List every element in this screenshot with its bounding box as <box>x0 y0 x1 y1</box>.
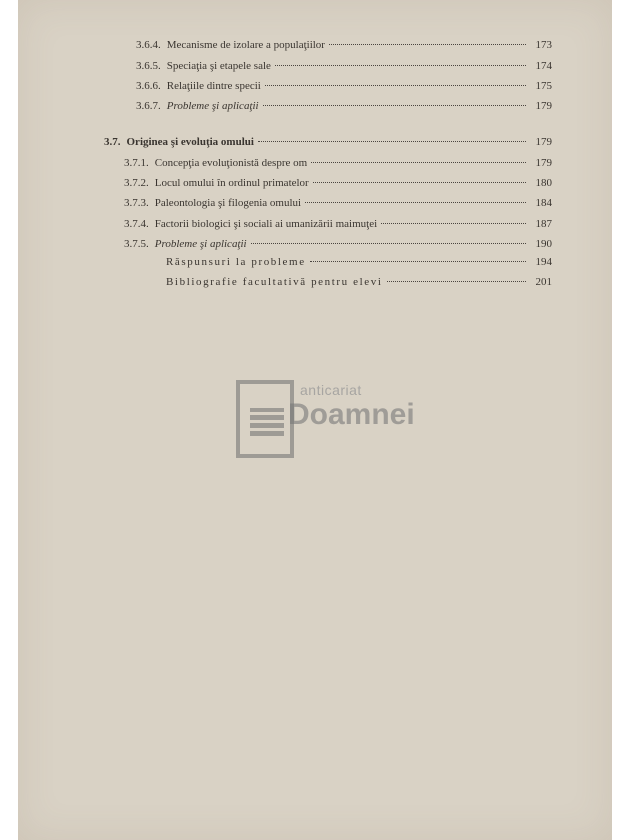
toc-entry-page: 174 <box>535 60 552 72</box>
toc-entry-number: 3.7.4. <box>124 218 149 230</box>
toc-entry-title: Probleme şi aplicaţii <box>154 238 247 250</box>
toc-entry-page: 194 <box>535 256 552 268</box>
toc-leader-dots <box>329 44 526 45</box>
toc-entry-page: 180 <box>535 177 552 189</box>
toc-entry-page: 184 <box>535 197 552 209</box>
toc-entry-page: 201 <box>535 276 552 288</box>
toc-entry-page: 179 <box>535 157 552 169</box>
toc-entry-page: 175 <box>535 80 552 92</box>
toc-entry-page: 190 <box>535 238 552 250</box>
toc-leader-dots <box>258 141 526 142</box>
toc-entry <box>124 197 552 209</box>
toc-entry-title: Factorii biologici şi sociali ai umanizării maimuţei <box>154 218 378 230</box>
toc-leader-dots <box>265 85 526 86</box>
toc-entry-number: 3.7.2. <box>124 177 149 189</box>
toc-leader-dots <box>313 182 526 183</box>
watermark-small-text: anticariat <box>300 382 362 398</box>
toc-leader-dots <box>305 202 526 203</box>
toc-leader-dots <box>310 261 526 262</box>
toc-entry-number: 3.7.3. <box>124 197 149 209</box>
toc-entry-number: 3.6.7. <box>136 100 161 112</box>
toc-entry-title: Mecanisme de izolare a populaţiilor <box>166 39 325 51</box>
toc-entry-page: 179 <box>535 100 552 112</box>
toc-entry <box>124 218 552 230</box>
toc-entry <box>124 157 552 169</box>
toc-leader-dots <box>311 162 526 163</box>
toc-entry-number: 3.7.5. <box>124 238 149 250</box>
toc-entry <box>160 256 552 268</box>
toc-entry-number: 3.7. <box>104 136 121 148</box>
toc-entry <box>136 39 552 51</box>
toc-entry <box>136 60 552 72</box>
toc-entry <box>124 238 552 250</box>
toc-entry-page: 187 <box>535 218 552 230</box>
toc-entry <box>160 276 552 288</box>
toc-entry-title: Locul omului în ordinul primatelor <box>154 177 309 189</box>
toc-entry-title: Răspunsuri la probleme <box>166 256 306 268</box>
toc-entry-title: Probleme şi aplicaţii <box>166 100 259 112</box>
table-of-contents <box>18 0 612 300</box>
toc-leader-dots <box>275 65 526 66</box>
book-stack-icon <box>236 380 294 458</box>
toc-leader-dots <box>263 105 526 106</box>
toc-entry-title: Speciaţia şi etapele sale <box>166 60 271 72</box>
toc-entry-title: Concepţia evoluţionistă despre om <box>154 157 308 169</box>
toc-entry-number: 3.6.5. <box>136 60 161 72</box>
toc-entry-number: 3.7.1. <box>124 157 149 169</box>
toc-entry <box>124 177 552 189</box>
toc-leader-dots <box>381 223 526 224</box>
watermark-big-text: Doamnei <box>288 398 415 431</box>
toc-entry-page: 179 <box>535 136 552 148</box>
toc-leader-dots <box>387 281 527 282</box>
toc-entry-title: Bibliografie facultativă pentru elevi <box>166 276 383 288</box>
watermark-logo <box>236 380 416 462</box>
toc-entry-page: 173 <box>535 39 552 51</box>
toc-leader-dots <box>251 243 526 244</box>
toc-entry-title: Paleontologia şi filogenia omului <box>154 197 302 209</box>
toc-section-entry <box>104 136 552 148</box>
toc-entry-title: Originea şi evoluţia omului <box>126 136 254 148</box>
toc-entry-number: 3.6.4. <box>136 39 161 51</box>
toc-entry-number: 3.6.6. <box>136 80 161 92</box>
toc-entry <box>136 80 552 92</box>
toc-entry <box>136 100 552 112</box>
book-page <box>18 0 612 840</box>
toc-entry-title: Relaţiile dintre specii <box>166 80 261 92</box>
